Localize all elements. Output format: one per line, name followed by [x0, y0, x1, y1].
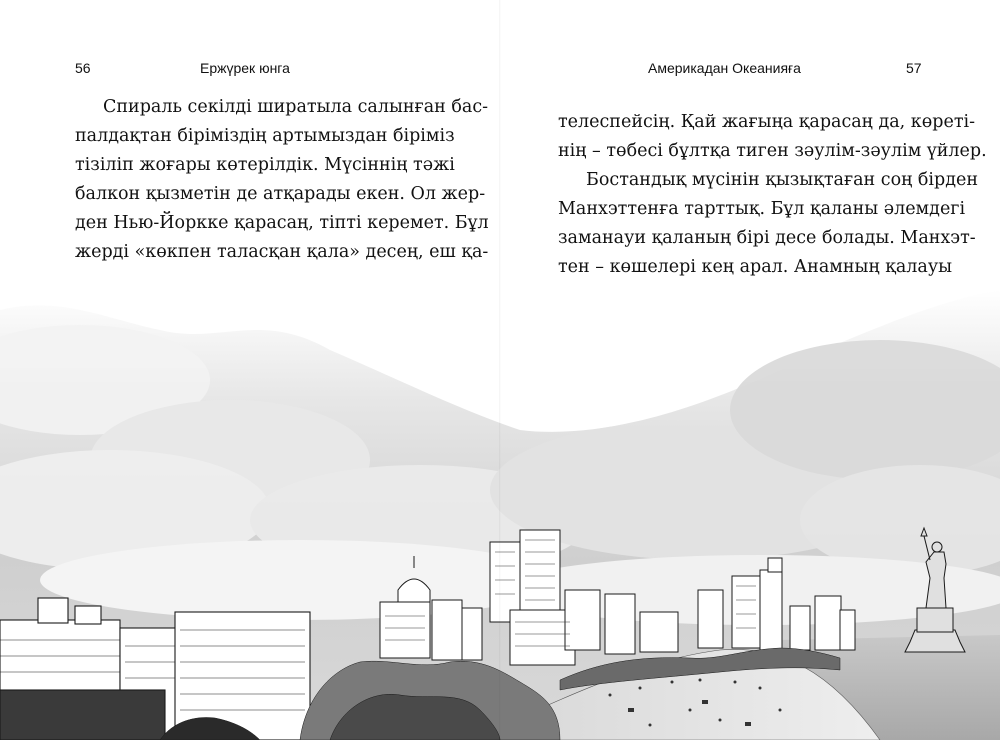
left-running-head: Ержүрек юнга	[200, 60, 290, 76]
right-running-head: Америкадан Океанияға	[648, 60, 801, 76]
text-line: тізіліп жоғары көтерілдік. Мүсіннің тәжі	[75, 155, 455, 175]
right-page-text	[558, 108, 987, 282]
text-line: Спираль секілді ширатыла салынған бас-	[103, 97, 489, 117]
left-page-text	[75, 93, 489, 267]
text-line: Манхэттенға тарттық. Бұл қаланы әлемдегі	[558, 199, 966, 219]
right-page-number: 57	[906, 60, 922, 76]
text-line: телеспейсің. Қай жағыңа қарасаң да, көреті-	[558, 112, 976, 132]
text-line: балкон қызметін де атқарады екен. Ол жер-	[75, 184, 486, 204]
text-line: тен – көшелері кең арал. Анамның қалауы	[558, 257, 953, 277]
text-line: ден Нью-Йоркке қарасаң, тіпті керемет. Бұл	[75, 213, 489, 233]
text-line: нің – төбесі бұлтқа тиген зәулім-зәулім үйлер.	[558, 141, 987, 161]
book-gutter	[499, 0, 501, 740]
text-line: Бостандық мүсінін қызықтаған соң бірден	[586, 170, 979, 190]
text-line: жерді «көкпен таласқан қала» десең, еш қа-	[75, 242, 489, 262]
text-line: палдақтан біріміздің артымыздан біріміз	[75, 126, 455, 146]
left-page-number: 56	[75, 60, 91, 76]
text-line: заманауи қаланың бірі десе болады. Манхэт-	[558, 228, 976, 248]
